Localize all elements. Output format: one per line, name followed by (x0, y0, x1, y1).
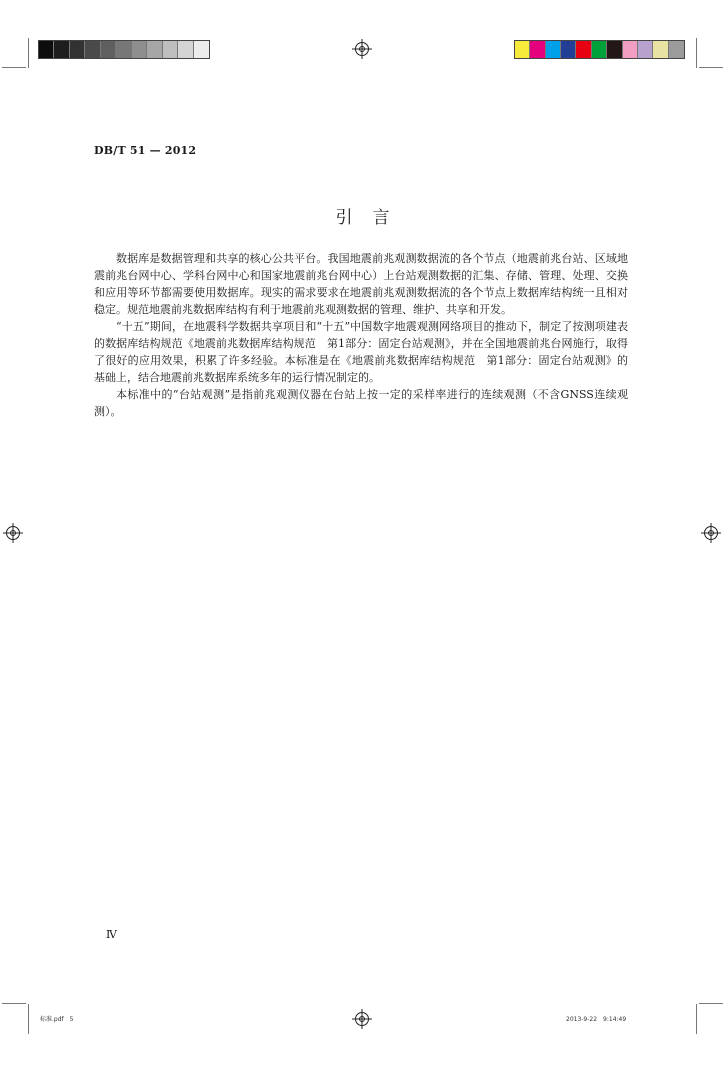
paragraph: 数据库是数据管理和共享的核心公共平台。我国地震前兆观测数据流的各个节点（地震前兆台站、区域地震前兆台网中心、学科台网中心和国家地震前兆台网中心）上台站观测数据的汇集、存储、管理、处理、交换和应用等环节都需要使用数据库。现实的需求要求在地震前兆观测数据流的各个节点上数据库结构统一且相对稳定。规范地震前兆数据库结构有利于地震前兆观测数据的管理、维护、共享和开发。 (94, 252, 628, 316)
crop-mark-top-right-v (696, 38, 697, 68)
color-swatch (561, 41, 576, 58)
paragraph: “十五”期间，在地震科学数据共享项目和“十五”中国数字地震观测网络项目的推动下，制定了按测项建表的数据库结构规范《地震前兆数据库结构规范 第1部分：固定台站观测》，并在全国地震前兆台网施行，取得了很好的应用效果，积累了许多经验。本标准是在《地震前兆数据库结构规范 第1部分：固定台站观测》的基础上，结合地震前兆数据库系统多年的运行情况制定的。 (94, 320, 628, 384)
color-swatch (653, 41, 668, 58)
color-swatch (638, 41, 653, 58)
gray-swatch (132, 41, 147, 58)
page-number: Ⅳ (106, 928, 117, 941)
crop-mark-bottom-right-h (699, 1003, 723, 1004)
gray-swatch (147, 41, 162, 58)
crop-mark-bottom-left-v (28, 1004, 29, 1034)
color-swatch (530, 41, 545, 58)
crop-mark-top-right-h (699, 67, 723, 68)
color-swatch (592, 41, 607, 58)
registration-mark-left-icon (6, 526, 20, 540)
crop-mark-bottom-right-v (696, 1004, 697, 1034)
color-swatch (607, 41, 622, 58)
crop-mark-top-left-h (2, 67, 26, 68)
registration-mark-bottom-icon (355, 1012, 369, 1026)
introduction-body (94, 250, 628, 420)
paragraph: 本标准中的“台站观测”是指前兆观测仪器在台站上按一定的采样率进行的连续观测（不含GNSS连续观测）。 (94, 388, 628, 418)
color-swatch (623, 41, 638, 58)
gray-scale-bar (38, 40, 210, 59)
print-timestamp: 2013-9-22 9:14:49 (566, 1016, 627, 1023)
standard-number: DB/T 51 — 2012 (94, 144, 197, 157)
file-info: 标准.pdf 5 (40, 1016, 74, 1023)
section-title: 引言 (335, 208, 410, 228)
crop-mark-bottom-left-h (2, 1003, 26, 1004)
crop-mark-top-left-v (28, 38, 29, 68)
gray-swatch (101, 41, 116, 58)
registration-mark-top-icon (355, 42, 369, 56)
gray-swatch (54, 41, 69, 58)
color-swatch (515, 41, 530, 58)
gray-swatch (163, 41, 178, 58)
color-swatch (669, 41, 684, 58)
registration-mark-right-icon (704, 526, 718, 540)
gray-swatch (116, 41, 131, 58)
gray-swatch (178, 41, 193, 58)
color-swatch (546, 41, 561, 58)
color-calibration-bar (514, 40, 685, 59)
color-swatch (576, 41, 591, 58)
gray-swatch (85, 41, 100, 58)
gray-swatch (194, 41, 209, 58)
gray-swatch (39, 41, 54, 58)
gray-swatch (70, 41, 85, 58)
